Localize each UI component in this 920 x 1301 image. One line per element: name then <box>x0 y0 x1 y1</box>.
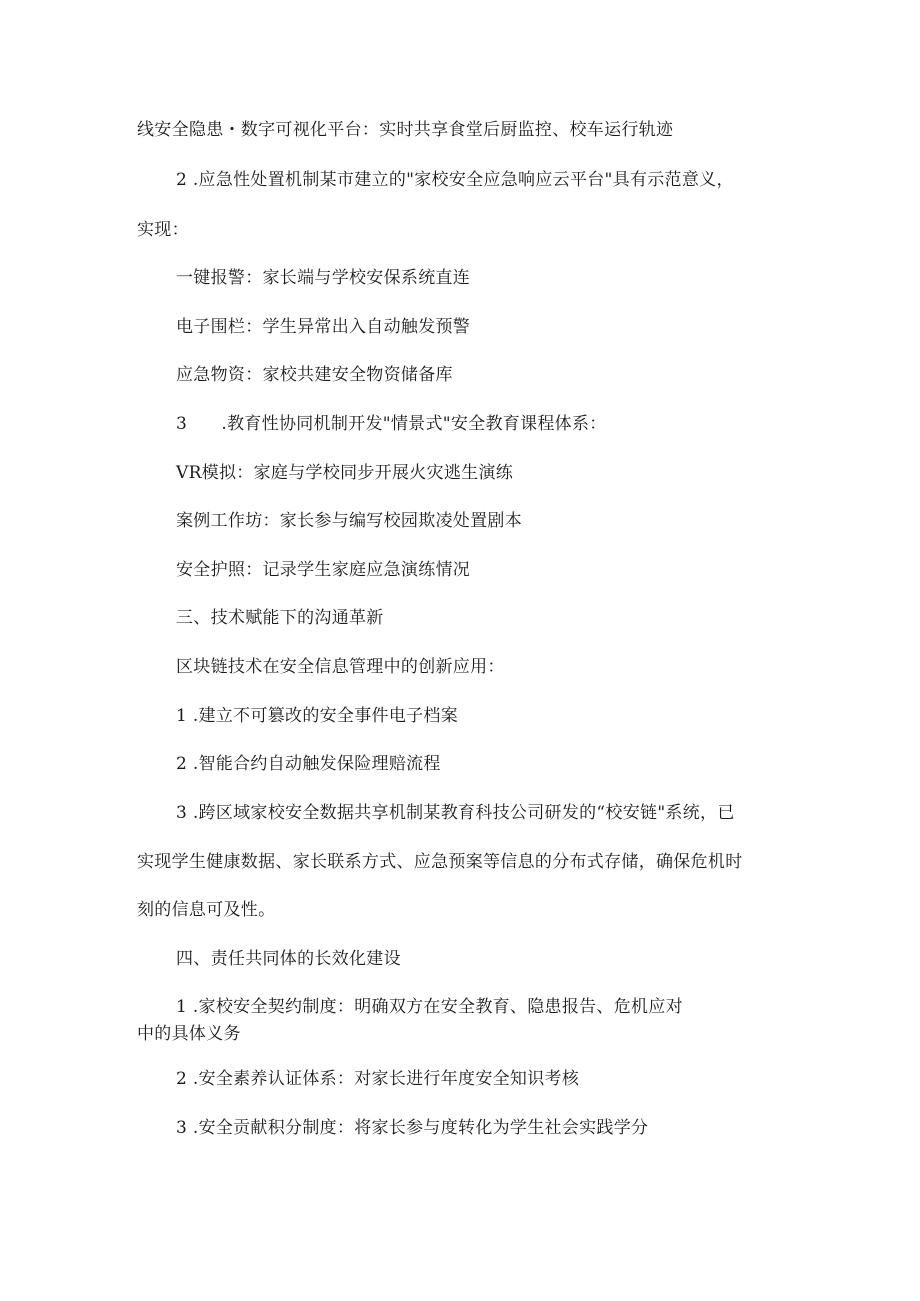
text-line: 3 .跨区域家校安全数据共享机制某教育科技公司研发的“校安链"系统，已 <box>176 803 735 823</box>
text-line: 线安全隐患・数字可视化平台：实时共享食堂后厨监控、校车运行轨迹 <box>137 120 674 140</box>
text-line: 3 .安全贡献积分制度：将家长参与度转化为学生社会实践学分 <box>176 1118 649 1138</box>
text-line: 安全护照：记录学生家庭应急演练情况 <box>176 560 471 580</box>
text-line: 2 .安全素养认证体系：对家长进行年度安全知识考核 <box>176 1069 580 1089</box>
text-line: 2 .应急性处置机制某市建立的"家校安全应急响应云平台"具有示范意义， <box>176 170 734 190</box>
text-line: 1 .家校安全契约制度：明确双方在安全教育、隐患报告、危机应对 <box>176 997 683 1017</box>
text-line: 一键报警：家长端与学校安保系统直连 <box>176 268 471 288</box>
text-line: 实现学生健康数据、家长联系方式、应急预案等信息的分布式存储，确保危机时 <box>137 852 743 872</box>
text-line: 3 .教育性协同机制开发"情景式"安全教育课程体系： <box>176 414 607 434</box>
text-line: 案例工作坊：家长参与编写校园欺凌处置剧本 <box>176 511 522 531</box>
section-heading: 四、责任共同体的长效化建设 <box>176 949 401 969</box>
text-line: 实现： <box>137 220 189 240</box>
text-line: 1 .建立不可篡改的安全事件电子档案 <box>176 706 459 726</box>
text-line: 应急物资：家校共建安全物资储备库 <box>176 365 453 385</box>
text-line: 区块链技术在安全信息管理中的创新应用： <box>176 657 505 677</box>
text-line: 中的具体义务 <box>137 1024 241 1044</box>
text-line: VR模拟：家庭与学校同步开展火灾逃生演练 <box>176 463 514 483</box>
text-line: 2 .智能合约自动触发保险理赔流程 <box>176 754 441 774</box>
text-line: 刻的信息可及性。 <box>137 900 276 920</box>
text-line: 电子围栏：学生异常出入自动触发预警 <box>176 317 471 337</box>
section-heading: 三、技术赋能下的沟通革新 <box>176 608 384 628</box>
